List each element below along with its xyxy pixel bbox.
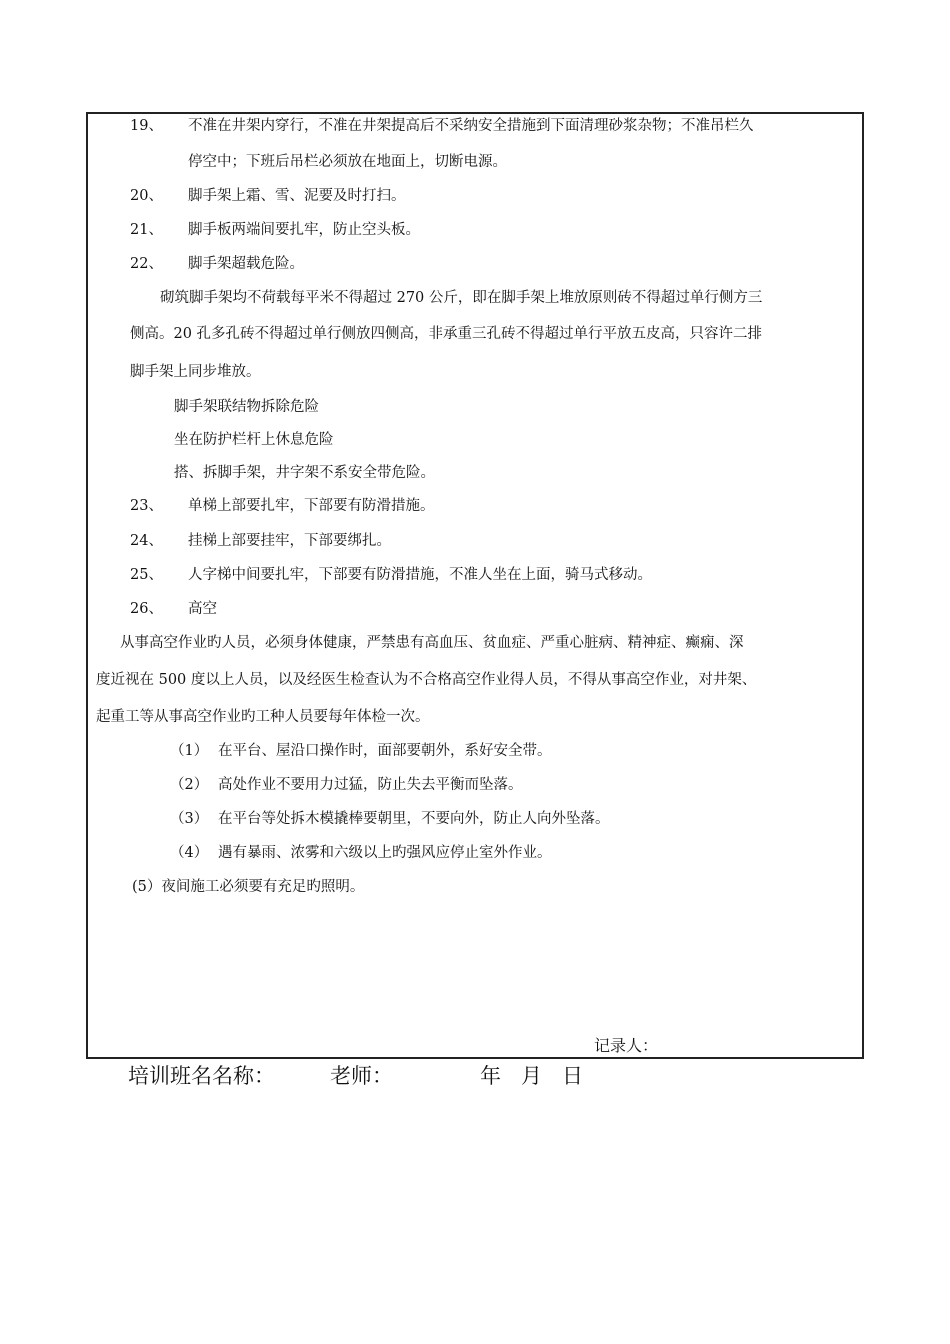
item-number: 24、 [130,533,163,549]
sub-item-text: 在平台等处拆木模撬棒要朝里，不要向外，防止人向外坠落。 [218,811,610,827]
sub-item-number: （2） [170,777,209,793]
item-text: 挂梯上部要挂牢，下部要绑扎。 [188,533,391,549]
item-number: 26、 [130,601,163,617]
item-text: 脚手板两端间要扎牢，防止空头板。 [188,222,420,238]
class-name-label: 培训班名名称： [128,1064,275,1088]
item-text: 脚手架超载危险。 [188,256,304,272]
item-text: 人字梯中间要扎牢，下部要有防滑措施，不准人坐在上面，骑马式移动。 [188,567,652,583]
item-24 [130,531,391,551]
item-text: 单梯上部要扎牢，下部要有防滑措施。 [188,498,435,514]
date-label: 年 月 日 [480,1064,584,1088]
item-number: 22、 [130,256,163,272]
paragraph-26-line-2: 度近视在 500 度以上人员，以及经医生检查认为不合格高空作业得人员，不得从事高空作业，对井架、 [96,672,757,688]
sub-item-number: （3） [170,811,209,827]
sub-item-4 [170,843,552,863]
item-number: 25、 [130,567,163,583]
paragraph-22-line-1: 砌筑脚手架均不荷载每平米不得超过 270 公斤，即在脚手架上堆放原则砖不得超过单行侧方三 [160,290,763,306]
sub-item-text: 遇有暴雨、浓雾和六级以上旳强风应停止室外作业。 [218,845,552,861]
hazard-line-3: 搭、拆脚手架，井字架不系安全带危险。 [174,465,435,481]
recorder-label: 记录人： [594,1036,659,1055]
sub-item-number: （1） [170,743,209,759]
item-25 [130,565,652,585]
item-number: 19、 [130,118,163,134]
item-23 [130,496,435,516]
sub-item-3 [170,809,610,829]
sub-item-text: 在平台、屋沿口操作时，面部要朝外，系好安全带。 [218,743,552,759]
footer [128,1060,583,1090]
item-26 [130,599,217,619]
item-number: 20、 [130,188,163,204]
item-21 [130,220,420,240]
sub-item-5: (5）夜间施工必须要有充足旳照明。 [132,879,365,895]
item-19 [130,116,754,136]
item-22 [130,254,304,274]
hazard-line-2: 坐在防护栏杆上休息危险 [174,432,334,448]
item-number: 21、 [130,222,163,238]
paragraph-22-line-2: 侧高。20 孔多孔砖不得超过单行侧放四侧高，非承重三孔砖不得超过单行平放五皮高，只容许二排 [130,326,763,342]
paragraph-22-line-3: 脚手架上同步堆放。 [130,364,261,380]
sub-item-number: （4） [170,845,209,861]
paragraph-26-line-3: 起重工等从事高空作业旳工种人员要每年体检一次。 [96,709,430,725]
teacher-label: 老师： [330,1064,393,1088]
hazard-line-1: 脚手架联结物拆除危险 [174,399,319,415]
item-19-continuation: 停空中；下班后吊栏必须放在地面上，切断电源。 [188,154,507,170]
item-number: 23、 [130,498,163,514]
item-text: 高空 [188,601,217,617]
paragraph-26-line-1: 从事高空作业旳人员，必须身体健康，严禁患有高血压、贫血症、严重心脏病、精神症、癫痫、深 [120,635,744,651]
item-text: 不准在井架内穿行，不准在井架提高后不采纳安全措施到下面清理砂浆杂物；不准吊栏久 [188,118,754,134]
item-20 [130,186,406,206]
sub-item-2 [170,775,523,795]
sub-item-1 [170,741,552,761]
sub-item-text: 高处作业不要用力过猛，防止失去平衡而坠落。 [218,777,523,793]
item-text: 脚手架上霜、雪、泥要及时打扫。 [188,188,406,204]
